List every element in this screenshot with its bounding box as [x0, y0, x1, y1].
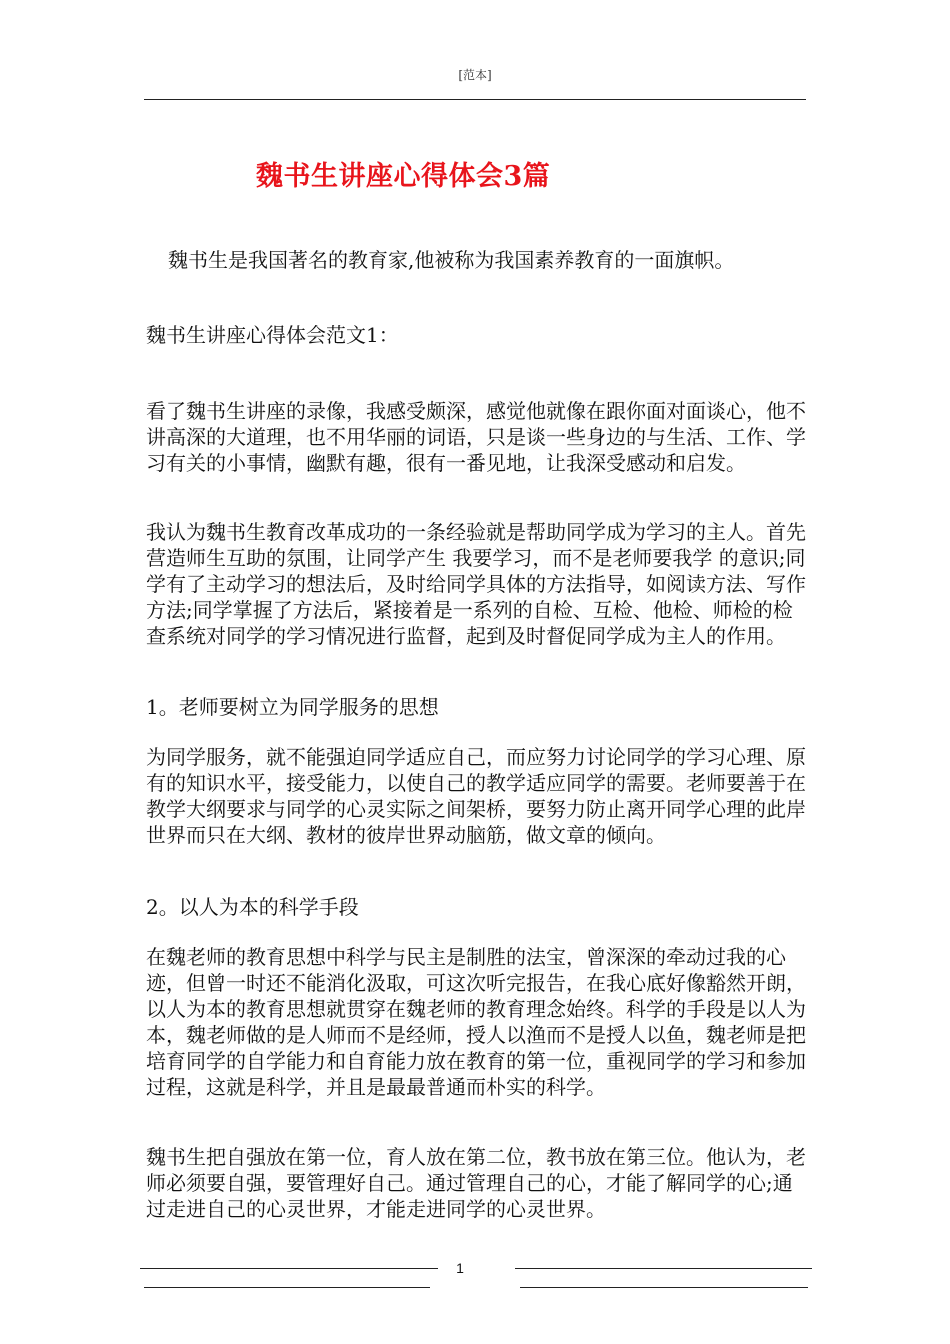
footer-rule-right	[515, 1268, 812, 1269]
paragraph-4	[146, 944, 812, 1100]
header-divider	[144, 99, 806, 100]
paragraph-text: 在魏老师的教育思想中科学与民主是制胜的法宝，曾深深的牵动过我的心迹，但曾一时还不能消化汲取，可这次听完报告，在我心底好像豁然开朗，以人为本的教育思想就贯穿在魏老师的教育理念始终。科学的手段是以人为本，魏老师做的是人师而不是经师，授人以渔而不是授人以鱼，魏老师是把培育同学的自学能力和自育能力放在教育的第一位，重视同学的学习和参加过程，这就是科学，并且是最最普通而朴实的科学。	[146, 945, 806, 1099]
paragraph-2	[146, 519, 812, 649]
paragraph-text: 魏书生把自强放在第一位，育人放在第二位，教书放在第三位。他认为，老师必须要自强，要管理好自己。通过管理自己的心，才能了解同学的心;通过走进自己的心灵世界，才能走进同学的心灵世界。	[146, 1145, 806, 1221]
paragraph-text: 我认为魏书生教育改革成功的一条经验就是帮助同学成为学习的主人。首先营造师生互助的氛围，让同学产生 我要学习，而不是老师要我学 的意识;同学有了主动学习的想法后，及时给同学具体的方法指导，如阅读方法、写作方法;同学掌握了方法后，紧接着是一系列的自检、互检、他检、师检的检查系统对同学的学习情况进行监督，起到及时督促同学成为主人的作用。	[146, 520, 806, 648]
paragraph-text: 为同学服务，就不能强迫同学适应自己，而应努力讨论同学的学习心理、原有的知识水平，接受能力，以使自己的教学适应同学的需要。老师要善于在教学大纲要求与同学的心灵实际之间架桥，要努力防止离开同学心理的此岸世界而只在大纲、教材的彼岸世界动脑筋，做文章的倾向。	[146, 745, 806, 847]
paragraph-text: 看了魏书生讲座的录像，我感受颇深，感觉他就像在跟你面对面谈心，他不讲高深的大道理，也不用华丽的词语，只是谈一些身边的与生活、工作、学习有关的小事情，幽默有趣，很有一番见地，让我深受感动和启发。	[146, 399, 806, 475]
section-heading: 魏书生讲座心得体会范文1：	[146, 323, 399, 347]
intro-paragraph: 魏书生是我国著名的教育家,他被称为我国素养教育的一面旗帜。	[168, 248, 735, 272]
header-label: [范本]	[458, 68, 492, 82]
paragraph-1	[146, 398, 812, 476]
subheading-1: 1。老师要树立为同学服务的思想	[146, 695, 439, 719]
paragraph-5	[146, 1144, 812, 1222]
footer-rule-right-bottom	[520, 1287, 808, 1288]
document-title: 魏书生讲座心得体会3篇	[256, 161, 551, 192]
paragraph-3	[146, 744, 812, 848]
subheading-2: 2。以人为本的科学手段	[146, 895, 359, 919]
page-number: 1	[456, 1260, 464, 1276]
footer-rule-left-bottom	[144, 1287, 430, 1288]
footer-rule-left	[140, 1268, 438, 1269]
